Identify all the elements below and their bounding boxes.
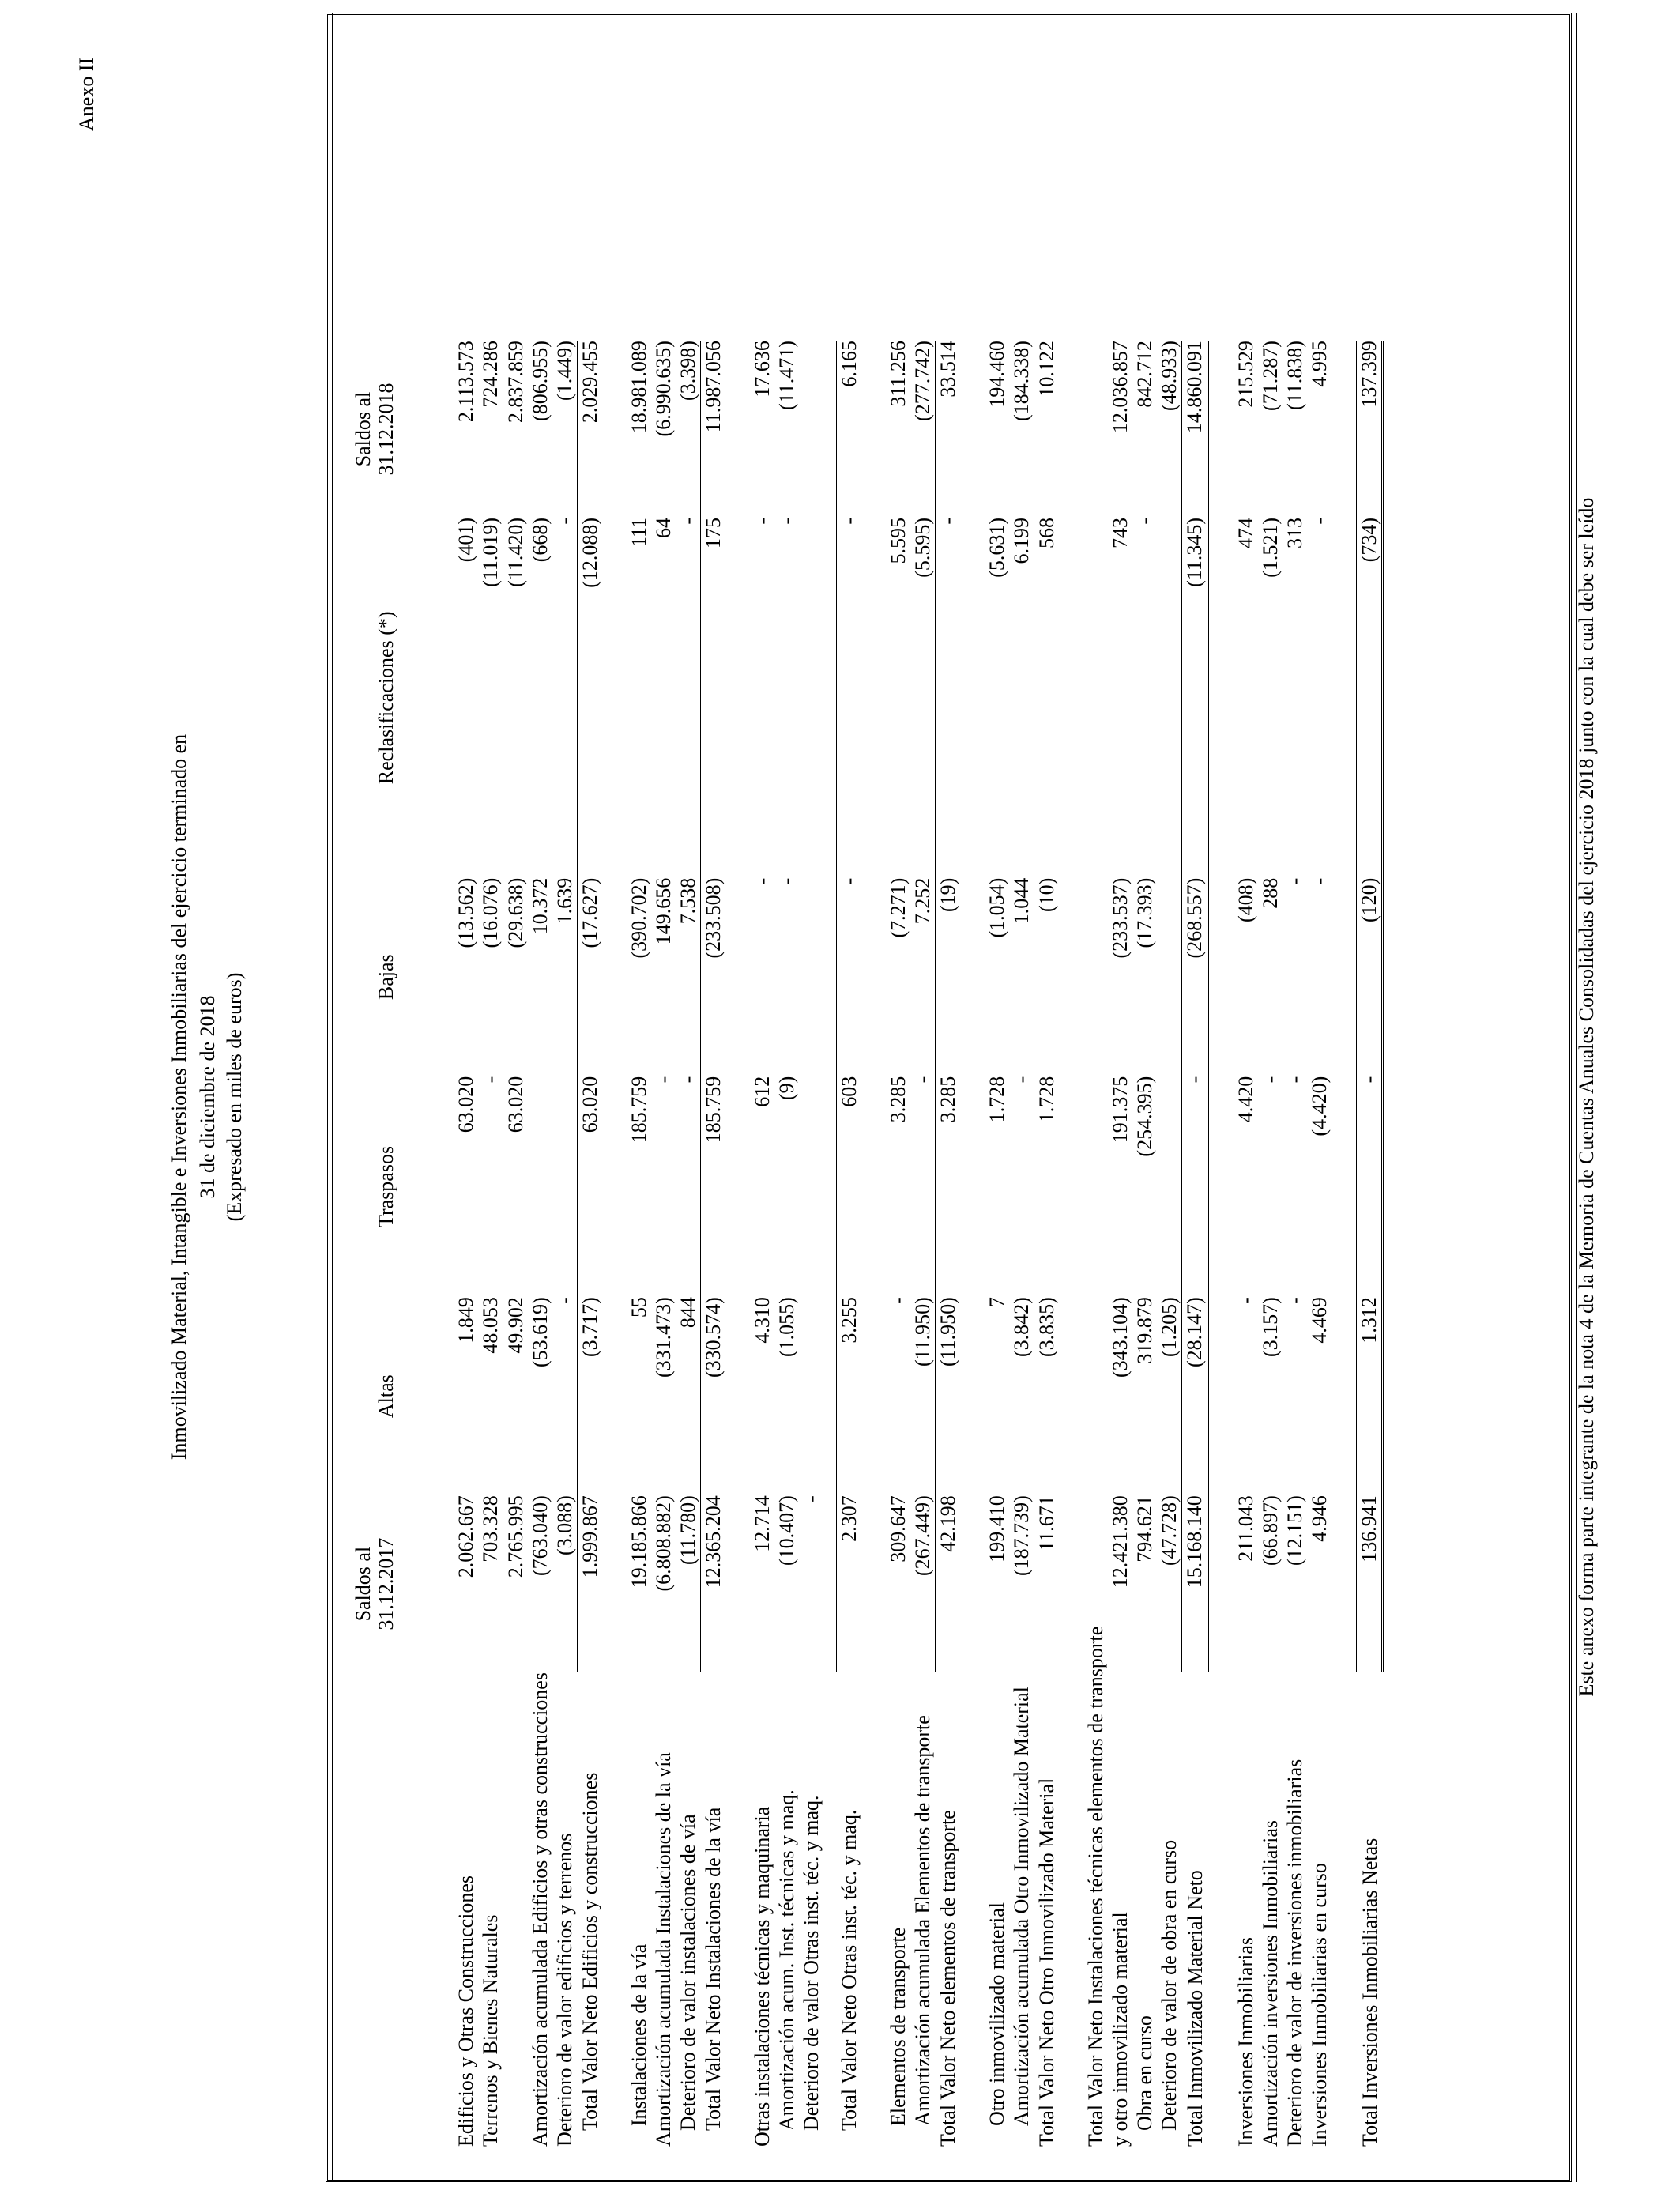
table-row: Elementos de transporte 309.647 - 3.285 (7.271) 5.595 311.256 [887, 341, 910, 2126]
table-row: Deterioro de valor edificios y terrenos (3.088) - 1.639 - (1.449) [553, 341, 577, 2147]
total-row: Total Valor Neto Otro Inmovilizado Material 11.671 (3.835) 1.728 (10) 568 10.122 [1034, 341, 1058, 2147]
header-reclasificaciones: Reclasificaciones (*) [352, 518, 401, 878]
table-row: Total Valor Neto Instalaciones técnicas elementos de transporte [1084, 1626, 1107, 2147]
table-row: Amortización acumulada Edificios y otras construcciones (763.040) (53.619) 10.372 (668) (806.955) [529, 341, 552, 2147]
subtotal-row: 2.765.995 49.902 63.020 (29.638) (11.420) 2.837.859 [503, 13, 529, 2147]
table-row: y otro inmovilizado material 12.421.380 (343.104) 191.375 (233.537) 743 12.036.857 [1109, 341, 1132, 2147]
header-traspasos: Traspasos [352, 1076, 401, 1297]
total-row: Total Valor Neto Edificios y construcciones 1.999.867 (3.717) 63.020 (17.627) (12.088) 2.029.455 [578, 341, 601, 2131]
table-row: Deterioro de valor instalaciones de vía (11.780) 844 - 7.538 - (3.398) [676, 341, 700, 2131]
table-row: Edificios y Otras Construcciones 2.062.667 1.849 63.020 (13.562) (401) 2.113.573 [454, 341, 477, 2147]
table-row: Deterioro de valor de obra en curso (47.728) (1.205) (48.933) [1158, 341, 1181, 2131]
table-header-row [352, 13, 401, 2147]
page-title: Inmovilizado Material, Intangible e Inversiones Inmobiliarias del ejercicio terminado en [168, 733, 190, 1461]
table-row: Inversiones Inmobiliarias en curso 4.946 4.469 (4.420) - - 4.995 [1308, 341, 1331, 2147]
table-row: Otras instalaciones técnicas y maquinaria 12.714 4.310 612 - - 17.636 [751, 341, 774, 2147]
header-altas: Altas [352, 1297, 401, 1495]
total-row: Total Valor Neto Instalaciones de la vía 12.365.204 (330.574) 185.759 (233.508) 175 11.987.056 [701, 341, 725, 2131]
header-saldos-2017: Saldos al 31.12.2017 [352, 1495, 401, 1672]
grand-total-row: Total Inmovilizado Material Neto 15.168.140 (28.147) - (268.557) (11.345) 14.860.091 [1183, 341, 1207, 2147]
annex-label: Anexo II [75, 57, 98, 131]
table-row: Deterioro de valor de inversiones inmobiliarias (12.151) - - - 313 (11.838) [1283, 341, 1306, 2147]
grand-total-row: Total Inversiones Inmobiliarias Netas 136.941 1.312 - (120) (734) 137.399 [1358, 341, 1381, 2147]
asset-movements-table [352, 13, 1384, 2147]
table-row: Amortización inversiones Inmobiliarias (66.897) (3.157) - 288 (1.521) (71.287) [1259, 341, 1282, 2147]
table-row: Deterioro de valor Otras inst. téc. y maq. - [800, 1495, 823, 2131]
page-subtitle-units: (Expresado en miles de euros) [223, 972, 246, 1222]
table-row: Inversiones Inmobiliarias 211.043 - 4.420 (408) 474 215.529 [1234, 341, 1257, 2147]
table-row: Amortización acumulada Instalaciones de la vía (6.808.882) (331.473) - 149.656 64 (6.990.635) [652, 341, 675, 2147]
table-row: Otro inmovilizado material 199.410 7 1.728 (1.054) (5.631) 194.460 [985, 341, 1008, 2126]
table-row: Obra en curso 794.621 319.879 (254.395) (17.393) - 842.712 [1133, 341, 1156, 2131]
footer-note: Este anexo forma parte integrante de la nota 4 de la Memoria de Cuentas Anuales Consolidadas del ejercicio 2018 junto con la cual debe ser leído [1575, 497, 1598, 1697]
page-subtitle-date: 31 de diciembre de 2018 [196, 995, 219, 1199]
table-row: Amortización acumulada Elementos de transporte (267.449) (11.950) - 7.252 (5.595) (277.742) [911, 341, 935, 2126]
table-row: Terrenos y Bienes Naturales 703.328 48.053 - (16.076) (11.019) 724.286 [479, 341, 503, 2147]
total-row: Total Valor Neto Otras inst. téc. y maq. 2.307 3.255 603 - - 6.165 [837, 341, 861, 2131]
table-row: Amortización acumulada Otro Inmovilizado Material (187.739) (3.842) - 1.044 6.199 (184.338) [1010, 341, 1034, 2126]
total-row: Total Valor Neto elementos de transporte 42.198 (11.950) 3.285 (19) - 33.514 [936, 341, 959, 2147]
header-bajas: Bajas [352, 878, 401, 1076]
header-label-col [352, 1672, 401, 2147]
table-row: Amortización acum. Inst. técnicas y maq. (10.407) (1.055) (9) - - (11.471) [775, 341, 798, 2131]
header-saldos-2018: Saldos al 31.12.2018 [352, 341, 401, 518]
table-row: Instalaciones de la vía 19.185.866 55 185.759 (390.702) 111 18.981.089 [627, 341, 650, 2126]
